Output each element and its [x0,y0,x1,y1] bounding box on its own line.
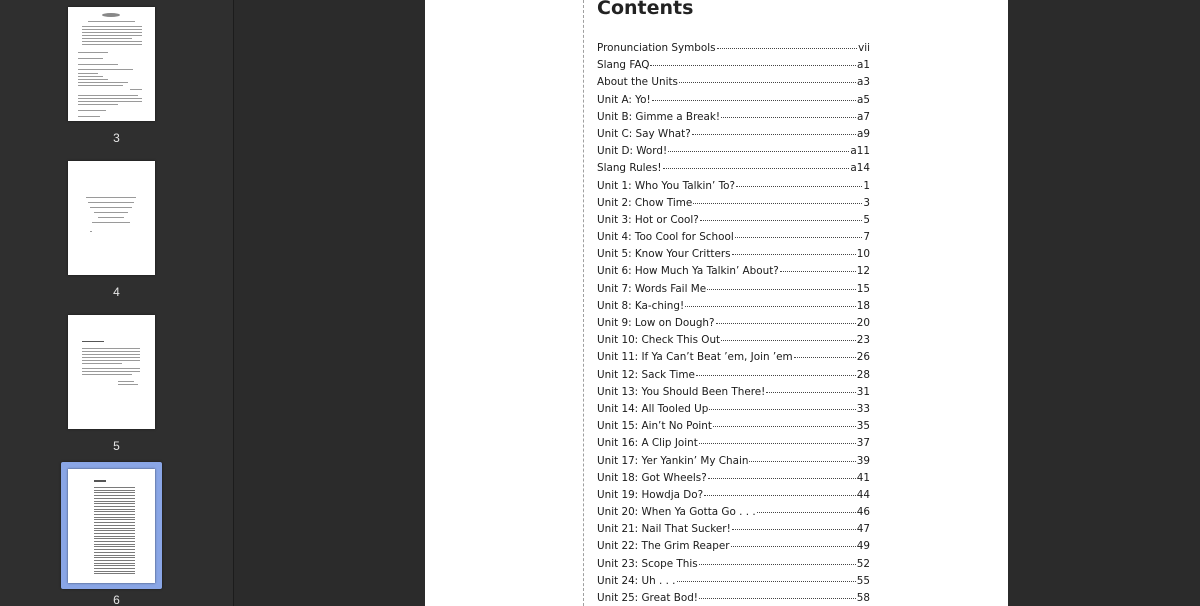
page-number-label: 5 [113,439,120,453]
toc-entry-title: Unit 14: All Tooled Up [597,402,709,415]
toc-entry-title: Unit 10: Check This Out [597,334,721,347]
toc-entry[interactable] [597,300,870,317]
dot-leader [736,186,862,187]
toc-entry[interactable] [597,317,870,334]
toc-entry[interactable] [597,489,870,506]
dot-leader [707,289,856,290]
page-title: Contents [597,0,694,19]
thumbnail-text-line [94,498,135,499]
toc-entry[interactable] [597,111,870,128]
thumbnail-text-line [94,503,135,504]
thumbnail-text-line [94,511,135,512]
toc-entry-page: 37 [856,437,870,450]
dot-leader [721,340,856,341]
dot-leader [663,168,850,169]
dot-leader [780,271,856,272]
dot-leader [704,495,856,496]
toc-entry[interactable] [597,145,870,162]
toc-entry-page: 5 [863,213,870,226]
dot-leader [699,598,856,599]
dot-leader [692,134,856,135]
thumbnail-text-line [94,517,135,518]
toc-entry-title: Unit 9: Low on Dough? [597,317,715,329]
thumbnail-text-line [94,528,135,529]
toc-entry-title: Unit 22: The Grim Reaper [597,540,730,553]
toc-entry[interactable] [597,248,870,265]
toc-entry-title: Unit 17: Yer Yankin’ My Chain [597,454,749,467]
thumbnail-text-line [94,522,135,523]
dot-leader [717,48,858,49]
thumbnail-text-line [94,514,135,515]
dot-leader [652,100,856,101]
toc-entry[interactable] [597,76,870,93]
toc-entry-title: Unit B: Gimme a Break! [597,110,721,123]
thumbnail-text-line [94,549,135,550]
thumbnail-text-line [94,557,135,558]
dot-leader [696,375,856,376]
dot-leader [679,82,856,83]
toc-entry[interactable] [597,386,870,403]
toc-entry-title: Slang FAQ [597,59,650,72]
toc-entry-title: Unit C: Say What? [597,127,691,140]
thumbnail-text-line [94,560,135,561]
thumbnail-text-line [94,525,135,526]
toc-entry[interactable] [597,334,870,351]
toc-entry[interactable] [597,214,870,231]
toc-entry-page: 44 [856,488,870,501]
toc-entry-title: Unit 1: Who You Talkin’ To? [597,179,736,192]
toc-entry-title: Unit 12: Sack Time [597,368,695,381]
thumbnail-text-line [94,573,135,574]
toc-entry[interactable] [597,369,870,386]
toc-entry-page: 3 [863,196,870,209]
toc-entry-title: Unit 16: A Clip Joint [597,437,698,450]
dot-leader [713,426,856,427]
toc-entry[interactable] [597,420,870,437]
thumbnail-text-line [94,501,135,502]
dot-leader [716,323,856,324]
toc-entry[interactable] [597,351,870,368]
page-thumbnail-6[interactable] [68,469,155,583]
toc-entry-title: Unit 15: Ain’t No Point [597,420,712,433]
toc-entry-title: Unit 5: Know Your Critters [597,248,731,261]
toc-entry-title: Unit 6: How Much Ya Talkin’ About? [597,265,779,278]
toc-entry-page: 15 [856,282,870,295]
toc-entry[interactable] [597,506,870,523]
dot-leader [731,546,856,547]
toc-entry-page: 28 [856,368,870,381]
toc-entry-page: 7 [863,231,870,244]
toc-entry[interactable] [597,231,870,248]
toc-entry[interactable] [597,94,870,111]
toc-entry[interactable] [597,540,870,557]
toc-entry-title: Unit 25: Great Bod! [597,592,698,604]
dot-leader [757,512,856,513]
page-thumbnail-5[interactable] [68,315,155,429]
toc-entry-title: Unit 21: Nail That Sucker! [597,523,731,536]
dot-leader [699,443,856,444]
toc-entry-page: 23 [856,334,870,347]
thumbnail-text-line [94,541,135,542]
thumbnail-text-line [94,552,135,553]
dot-leader [700,220,863,221]
thumbnail-text-line [94,565,135,566]
dot-leader [677,581,856,582]
page-number-label: 6 [113,593,120,606]
toc-entry[interactable] [597,128,870,145]
margin-guide [583,0,584,606]
toc-entry[interactable] [597,59,870,76]
thumbnail-text-line [94,519,135,520]
toc-entry-title: Unit 4: Too Cool for School [597,231,734,244]
toc-entry[interactable] [597,162,870,179]
toc-entry-page: 1 [863,179,870,192]
toc-entry-title: About the Units [597,76,678,89]
toc-entry[interactable] [597,575,870,592]
toc-entry-page: 47 [856,523,870,536]
toc-entry-page: 35 [856,420,870,433]
toc-entry[interactable] [597,472,870,489]
dot-leader [749,461,855,462]
toc-entry-page: 26 [856,351,870,364]
toc-entry[interactable] [597,197,870,214]
toc-entry-page: a14 [850,162,870,175]
toc-entry-title: Unit A: Yo! [597,93,651,106]
thumbnail-text-line [94,546,135,547]
toc-entry-page: 55 [856,574,870,587]
page-thumbnail-3[interactable] [68,7,155,121]
toc-entry-page: 31 [856,385,870,398]
dot-leader [699,564,856,565]
dot-leader [794,357,856,358]
page-thumbnail-4[interactable] [68,161,155,275]
toc-entry-page: 52 [856,557,870,570]
toc-entry-title: Unit 24: Uh . . . [597,574,676,587]
toc-entry-title: Unit 20: When Ya Gotta Go . . . [597,506,756,519]
toc-entry[interactable] [597,523,870,540]
dot-leader [685,306,856,307]
toc-entry-page: 39 [856,454,870,467]
dot-leader [650,65,856,66]
thumbnail-text-line [94,530,135,531]
thumbnail-text-line [94,538,135,539]
dot-leader [668,151,849,152]
dot-leader [693,203,862,204]
thumbnail-text-line [94,490,135,491]
toc-entry-page: a5 [857,93,870,106]
toc-entry-page: 18 [856,299,870,312]
thumbnail-text-line [94,571,135,572]
toc-entry[interactable] [597,558,870,575]
toc-entry-page: 33 [856,402,870,415]
thumbnail-sidebar[interactable] [0,0,234,606]
toc-entry[interactable] [597,42,870,59]
dot-leader [721,117,856,118]
thumbnail-text-line [94,555,135,556]
dot-leader [708,478,856,479]
dot-leader [709,409,855,410]
dot-leader [766,392,855,393]
page-number-label: 4 [113,285,120,299]
toc-entry-title: Unit 11: If Ya Can’t Beat ’em, Join ’em [597,351,793,364]
thumbnail-text-line [94,492,135,493]
toc-entry-title: Unit 7: Words Fail Me [597,282,707,295]
toc-entry-title: Unit 19: Howdja Do? [597,488,704,501]
thumbnail-text-line [94,509,135,510]
toc-entry-title: Unit 18: Got Wheels? [597,471,707,484]
thumbnail-text-line [94,533,135,534]
toc-entry[interactable] [597,437,870,454]
page-number-label: 3 [113,131,120,145]
toc-entry-page: a9 [857,127,870,140]
toc-entry[interactable] [597,592,870,606]
dot-leader [732,254,856,255]
document-page [425,0,1008,606]
toc-entry-page: a3 [857,76,870,89]
toc-entry-page: 58 [856,592,870,604]
thumbnail-text-line [94,495,135,496]
toc-entry-page: 10 [856,248,870,261]
table-of-contents [597,42,870,606]
toc-entry-title: Unit 23: Scope This [597,557,698,570]
toc-entry[interactable] [597,455,870,472]
thumbnail-text-line [94,563,135,564]
toc-entry[interactable] [597,403,870,420]
toc-entry-title: Unit 8: Ka-ching! [597,299,685,312]
toc-entry-page: a11 [850,145,870,158]
thumbnail-text-line [94,487,135,488]
document-viewer[interactable] [234,0,1200,606]
toc-entry-title: Slang Rules! [597,162,662,175]
toc-entry-title: Unit 2: Chow Time [597,196,693,209]
thumbnail-text-line [94,536,135,537]
toc-entry-page: 46 [856,506,870,519]
toc-entry-page: vii [858,42,870,54]
toc-entry[interactable] [597,283,870,300]
toc-entry-title: Unit D: Word! [597,145,668,158]
toc-entry-title: Pronunciation Symbols [597,42,716,54]
toc-entry[interactable] [597,265,870,282]
thumbnail-text-line [94,544,135,545]
toc-entry-page: 49 [856,540,870,553]
thumbnail-text-line [94,568,135,569]
thumbnail-text-line [94,506,135,507]
toc-entry-page: a1 [857,59,870,72]
toc-entry-title: Unit 3: Hot or Cool? [597,213,699,226]
toc-entry[interactable] [597,180,870,197]
toc-entry-title: Unit 13: You Should Been There! [597,385,766,398]
dot-leader [735,237,863,238]
toc-entry-page: 12 [856,265,870,278]
dot-leader [732,529,856,530]
toc-entry-page: a7 [857,110,870,123]
toc-entry-page: 41 [856,471,870,484]
toc-entry-page: 20 [856,317,870,329]
